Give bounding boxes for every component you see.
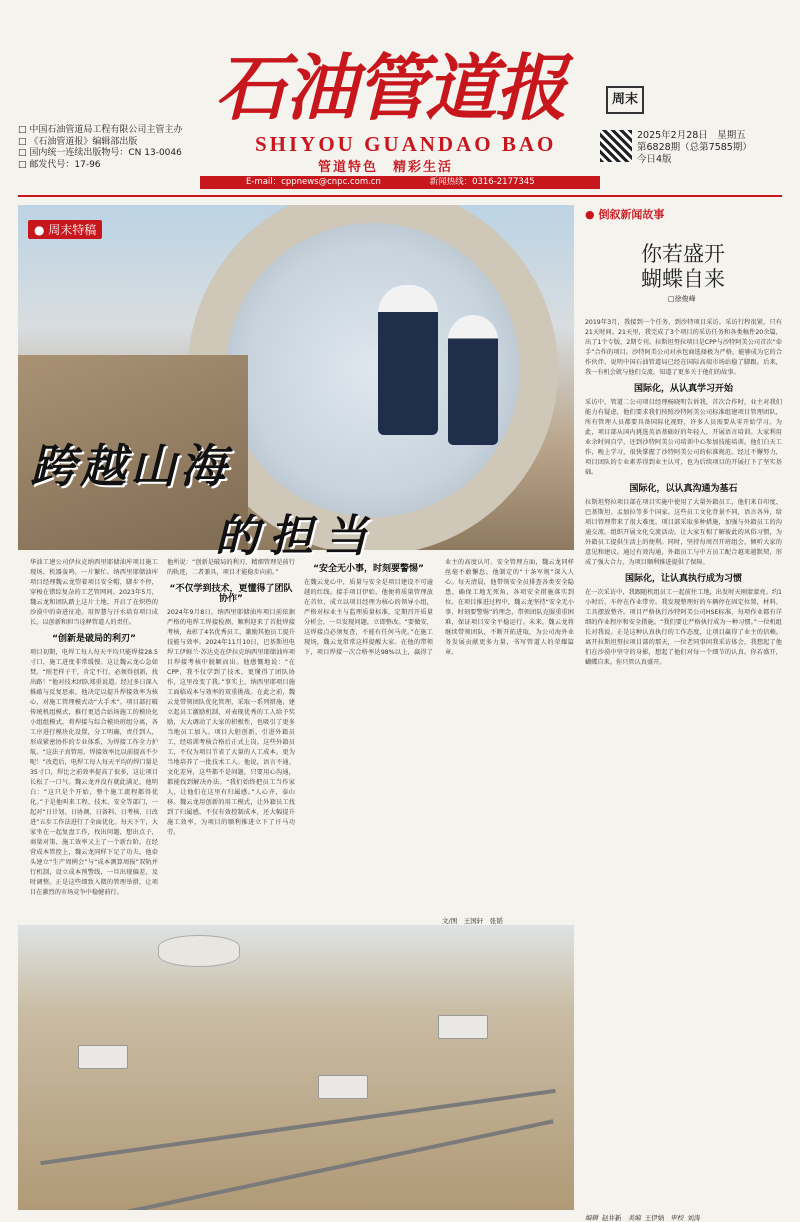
contact-bar [200, 176, 600, 189]
subheading: 国际化，以认真沟通为基石 [629, 484, 738, 494]
side-kicker: ● 倒叙新闻故事 [585, 206, 664, 222]
worker-figure [448, 315, 498, 445]
pipeline-graphic [122, 1119, 553, 1210]
subheading: “不仅学到技术，更懂得了团队协作” [169, 584, 293, 604]
feature-column-3 [304, 558, 574, 913]
info-line: □ 邮发代号：17-96 [18, 160, 238, 172]
equipment-graphic [318, 1075, 368, 1099]
subheading: 国际化，让认真执行成为习惯 [624, 574, 742, 584]
masthead-info [18, 125, 238, 171]
side-body [585, 318, 782, 1203]
newspaper-pinyin: SHIYOU GUANDAO BAO [255, 132, 557, 156]
storage-tank-graphic [158, 935, 240, 967]
weekend-seal: 周末 [606, 86, 644, 114]
feature-column-2 [167, 558, 295, 913]
info-line: □ 国内统一连续出版物号：CN 13-0046 [18, 148, 238, 160]
qr-code-icon [600, 130, 632, 162]
slogan: 管道特色 精彩生活 [318, 160, 454, 175]
side-author: □徐俊峰 [668, 295, 696, 303]
paragraph: 采访中，管道二公司项目经理杨晓明告诉我，首次合作时，业主对我们能力有疑虑，他们要求我们按照沙特阿美公司标准组建项目管理团队，所有管理人员都要具备国际化视野，许多人员需要从零开始学习。为此，项目部从国内挑选英语基础好的年轻人，开展语言培训。大家利用业余时间自学，还到沙特阿美公司培训中心参加技能培训。他们白天工作，晚上学习，很快掌握了沙特阿美公司的标准规范。经过不懈努力，项目团队的专业素养得到业主认可，也为后续项目的开展打下了坚实基础。 [585, 399, 782, 476]
subheading: 国际化，从认真学习开始 [633, 384, 733, 394]
feature-photo [18, 205, 574, 550]
paragraph: 拉斯坦努拉项目部在项目实施中使用了大量外籍员工，他们来自印度、巴基斯坦、孟加拉等多个国家。这些员工文化背景不同，语言各异，给项目管理带来了很大难度。项目部采取多种措施，加强与外籍员工的沟通交流。组织开展文化交流活动，让大家互相了解彼此的风俗习惯，为外籍员工提供生活上的便利。同时，坚持每周召开班组会，倾听大家的意见和建议。通过有效沟通，外籍员工与中方员工配合越来越默契，形成了强大合力，为项目顺利推进提供了保障。 [585, 499, 782, 566]
paragraph: 在一次采访中，我跟随机组员工一起前往工地，出发时天刚蒙蒙亮。约1小时后，车停在作业带旁。我发现整理好的车辆停在固定位置，材料、工具摆放整齐。项目严格执行沙特阿美公司HSE标准，每项作业都有详细的作业程序和安全措施。“我们要让严格执行成为一种习惯。”一位机组长对我说。正是这种认真执行的工作态度，让项目赢得了业主的信赖。离开拉斯坦努拉项目部的那天，一位老同事问我采访体会，我想起了他们在沙漠中坚守的身影，想起了他们对每一个细节的认真。你若盛开，蝴蝶自来。你只管认真盛开。 [585, 589, 782, 666]
issue-number: 第6828期（总第7585期） [637, 142, 752, 153]
credit-label: 编辑 [585, 1214, 598, 1222]
email-link[interactable]: E-mail：cppnews@cnpc.com.cn [246, 177, 381, 187]
worker-figure [378, 285, 438, 435]
subheading: “安全无小事，时刻要警惕” [313, 564, 424, 574]
side-title-line: 蝴蝶自来 [641, 267, 725, 291]
side-title-line: 你若盛开 [641, 242, 725, 266]
feature-headline: 跨越山海 [30, 439, 230, 493]
page-count: 今日4版 [637, 154, 672, 165]
feature-headline-second: 的担当 [215, 511, 377, 562]
paragraph: 华油工建公司伊拉克纳西里耶储油库项目施工现场，机器轰鸣，一片繁忙。纳西里耶储油库项目经理魏云龙望着项目安全帽，脚步不停，穿梭在错综复杂的工艺管网间。2023年5月，魏云龙和团队踏上这片土地，开启了在炽热的沙漠中的奋进征途。用智慧与汗水培育项目成长，以创新和担当诠释管道人的责任。 [30, 559, 158, 626]
feature-byline: 文/图 王国轩 张韬 [442, 917, 503, 925]
side-title [598, 242, 768, 292]
paragraph: 项目初期，电焊工每人每天平均只能焊接28.5寸口，施工进度非常缓慢。这让魏云龙心急如焚。“照老样子干，肯定不行，必须得创新，找出路！”他对技术团队郑重说道。经过多日深入推敲与反复思索，他决定以提升焊接效率为核心，对施工管理模式动“大手术”。项目部打破传统机组模式，推行更适合站场施工的模块化小组组模式，将焊接与综合模块班组分离，各工序进行模块化设置，分工明确，责任到人，形成紧密协作的专业体系，为焊接工作全力护航。“这法子真管用，焊接效率比以前提高不少呢！”改造后，电焊工每人每天平均的焊口量是35寸口，焊比之前效率提高了很多，这让项目长松了一口气。魏云龙并没有就此满足，他明白：“这只是个开始，整个施工流程都得优化。”于是他叫来工程、技术、安全等部门，一起对“日计划、日协调、日备料、日考核、日改进”五步工作法进行了全面优化。每天下午，大家坐在一起复盘工作，找出问题，想出点子，商量对策，施工效率又上了一个新台阶。在经营成本管控上，魏云龙同样下足了功夫。他牵头建立“生产周例会”与“成本测算周报”双轨并行机制，设立成本预警线，一旦出现偏差，及时调整。正是这些细致入微的管理举措，让项目在激烈的市场竞争中稳健前行。 [30, 649, 158, 896]
designer-name: 王伊婧 [644, 1214, 665, 1222]
credit-label: 美编 [627, 1214, 641, 1222]
equipment-graphic [78, 1045, 128, 1069]
editor-name: 赵井新 [602, 1214, 622, 1222]
reviewer-name: 刘涛 [687, 1214, 701, 1222]
info-line: □ 《石油管道报》编辑部出版 [18, 137, 238, 149]
hotline: 新闻热线：0316-2177345 [429, 177, 535, 187]
paragraph: 2019年3月，我接到一个任务，到沙特项目采访。采访行程很紧，只有21天时间。21天里，我完成了3个项目的采访任务和各类稿件20余篇，出了1个专版、2期专刊。拉斯坦努拉项目是CPP与沙特阿美公司首次“牵手”合作的项目。沙特阿美公司对承包商选择极为严格，能够成为它的合作伙伴，说明中国石油管道局已经在国际高端市场站稳了脚跟。后来，我一有机会就与他们交流，知道了更多关于他们的故事。 [585, 319, 782, 376]
feature-column-1 [30, 558, 158, 913]
subheading: “创新是破局的利刃” [52, 634, 136, 644]
pipeline-graphic [40, 1089, 555, 1165]
paragraph: 他所说：“创新是破局的利刃，精细管理是前行的轨迹，二者兼具，项目才能稳步向前。” [167, 559, 295, 576]
equipment-graphic [438, 1015, 488, 1039]
issue-info [637, 130, 752, 166]
paragraph: 2024年9月8日，纳西里耶储油库项目前依据严格的电焊工焊接检测，顺利迎来了首批焊接考核，表彰了4名优秀员工，激励其他员工提升技能与效率。2024年11月10日，巴基斯坦电焊工伊姆兰·苏达克在伊拉克纳西里耶储油库项目焊接考核中脱颖而出。他感慨地说：“在CPP，我不仅学到了技术，更懂得了团队协作，这里改变了我。”事实上，纳西里耶项目施工面临成本与效率的双重挑战。在此之前，魏云龙带领团队优化管理，采取一系列措施，建立起员工激励机制，对表现优秀的工人给予奖励，大大调动了大家的积极性，也吸引了更多当地员工加入。项目大胆创新，引进外籍员工，经培训考核合格后正式上岗。这些外籍员工，不仅为项目节省了大量的人工成本，更为当地培养了一批技术工人。他说，语言不通、文化差异，这些都不是问题，只要用心沟通，都能找到解决办法。“我们始终把员工当作家人，让他们在这里有归属感。”人心齐，泰山移。魏云龙用创新的用工模式，让外籍员工找到了归属感，不仅有效控制成本，还大幅提升施工效率，为项目的顺利推进立下了汗马功劳。 [167, 609, 295, 836]
credit-label: 审校 [670, 1214, 684, 1222]
aerial-site-photo [18, 925, 574, 1210]
paragraph: 在魏云龙心中，质量与安全是项目建设不可逾越的红线。接手项目伊始，他便将质量管理放在首位，成立以项目经理为核心的领导小组，严格对标业主与监理质量标准，定期召开质量分析会，一旦发现问题，立即整改。“要做安，这焊接点必须复查，不能有任何马虎。”在施工现场，魏云龙常常这样提醒大家。在他的带领下，项目焊接一次合格率达98%以上，赢得了业主的高度认可。安全管理方面，魏云龙同样丝毫不敢懈怠。他制定的“十条军规”深入人心。每天清晨，他带领安全员排查各类安全隐患，确保工地无死角，各项安全措施落实到位。在项目推进过程中，魏云龙坚持“安全无小事，时刻要警惕”的理念，带领团队克服重重困难，保证项目安全平稳运行。未来，魏云龙将继续带领团队，不断开拓进取，为公司海外业务发展贡献更多力量，书写管道人的荣耀篇章。 [304, 559, 574, 656]
masthead-rule [18, 195, 782, 197]
info-line: □ 中国石油管道局工程有限公司主管主办 [18, 125, 238, 137]
issue-date: 2025年2月28日 星期五 [637, 130, 746, 141]
newspaper-title: 石油管道报 [215, 45, 566, 130]
feature-kicker: ● 周末特稿 [28, 220, 102, 239]
